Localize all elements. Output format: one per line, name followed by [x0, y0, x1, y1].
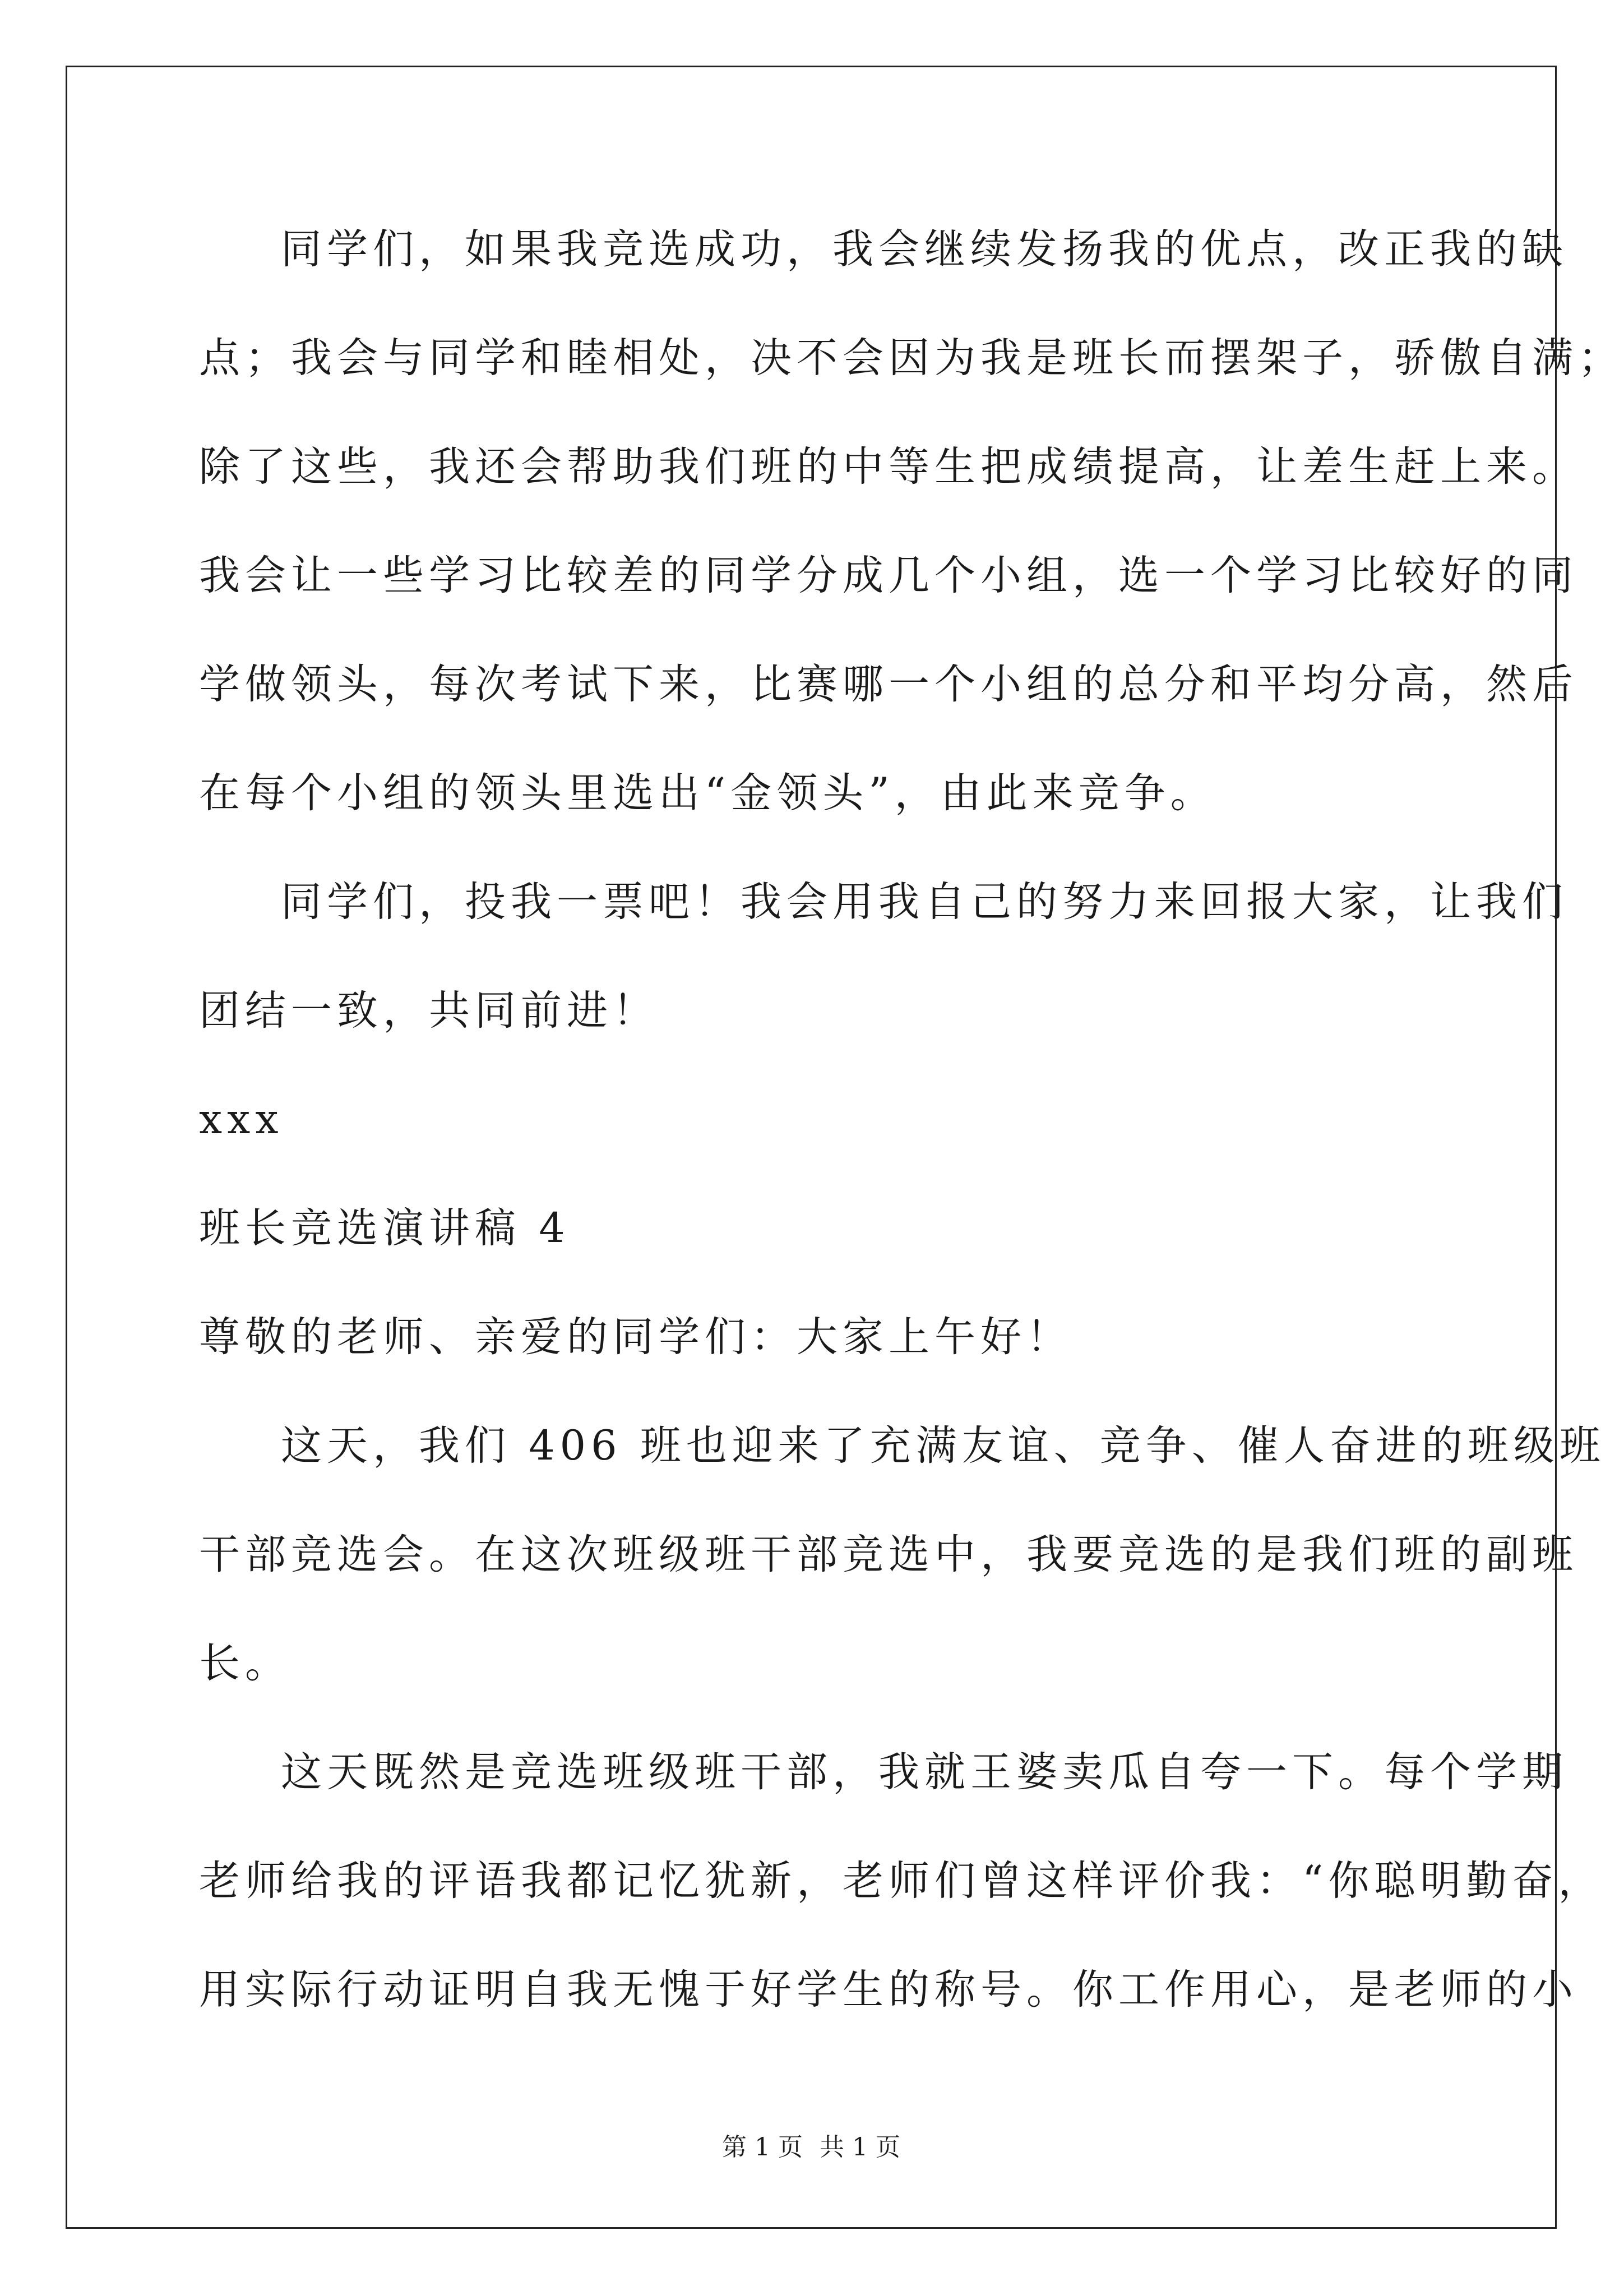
- salutation: 尊敬的老师、亲爱的同学们：大家上午好！: [199, 1313, 1072, 1361]
- text-line: 同学们，如果我竞选成功，我会继续发扬我的优点，改正我的缺: [281, 225, 1568, 273]
- text-line: 团结一致，共同前进！: [199, 987, 659, 1035]
- page-number: 第 1 页: [722, 2133, 803, 2162]
- text-line: xxx: [199, 1096, 284, 1143]
- text-line: 同学们，投我一票吧！我会用我自己的努力来回报大家，让我们: [281, 878, 1568, 926]
- text-line: 用实际行动证明自我无愧于好学生的称号。你工作用心，是老师的小: [199, 1966, 1578, 2014]
- text-line: 除了这些，我还会帮助我们班的中等生把成绩提高，让差生赶上来。: [199, 443, 1578, 491]
- text-line: 老师给我的评语我都记忆犹新，老师们曾这样评价我：“你聪明勤奋，: [199, 1857, 1604, 1905]
- text-line: 在每个小组的领头里选出“金领头”，由此来竞争。: [199, 769, 1216, 817]
- text-line: 这天，我们 406 班也迎来了充满友谊、竞争、催人奋进的班级班: [281, 1422, 1606, 1470]
- page-count: 共 1 页: [820, 2133, 900, 2162]
- text-line: 长。: [199, 1640, 291, 1687]
- section-title: 班长竞选演讲稿 4: [199, 1204, 570, 1252]
- text-line: 学做领头，每次考试下来，比赛哪一个小组的总分和平均分高，然后: [199, 661, 1578, 708]
- text-line: 我会让一些学习比较差的同学分成几个小组，选一个学习比较好的同: [199, 552, 1578, 599]
- text-line: 点；我会与同学和睦相处，决不会因为我是班长而摆架子，骄傲自满；: [199, 334, 1624, 382]
- document-body: [199, 216, 1624, 2065]
- text-line: 这天既然是竞选班级班干部，我就王婆卖瓜自夸一下。每个学期: [281, 1748, 1568, 1796]
- text-line: 干部竞选会。在这次班级班干部竞选中，我要竞选的是我们班的副班: [199, 1531, 1578, 1578]
- page-footer: [0, 2131, 1622, 2164]
